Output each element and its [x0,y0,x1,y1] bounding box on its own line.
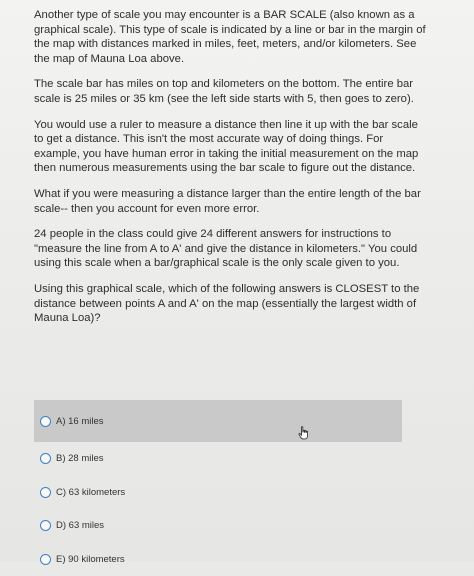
paragraph-class-answers: 24 people in the class could give 24 different answers for instructions to "measure the line from A to A' and give the distance in kilometers." You could using this scale when a bar/graphical scale is the only scale given to you. [34,228,418,270]
paragraph-ruler-method: You would use a ruler to measure a distance then line it up with the bar scale to get a distance. This isn't the most accurate way of doing things. For example, you have human error in taking the initial measurement on the map then numerous measurements using the bar scale to figure out the distance. [34,118,419,175]
option-a-label: A) 16 miles [56,415,104,427]
radio-button-e[interactable] [40,554,51,565]
option-d[interactable] [34,509,406,543]
option-e-label: E) 90 kilometers [56,554,125,566]
option-d-label: D) 63 miles [56,520,105,532]
radio-button-a[interactable] [40,416,51,427]
hand-pointer-icon [298,426,310,440]
option-e[interactable] [34,543,406,576]
paragraph-bar-scale-intro: Another type of scale you may encounter is a BAR SCALE (also known as a graphical scale). This type of scale is indicated by a line or bar in the margin of the map with distances marked in miles, feet, meters, and/or kilometers. See the map of Mauna Loa above. [34,9,426,65]
paragraph-scale-units: The scale bar has miles on top and kilometers on the bottom. The entire bar scale is 25 miles or 35 km (see the left side starts with 5, then goes to zero). [34,78,414,105]
option-c-label: C) 63 kilometers [56,486,126,498]
option-b-label: B) 28 miles [56,453,104,465]
radio-button-d[interactable] [40,520,51,531]
answer-options [34,400,406,576]
question-body [34,8,426,335]
option-c[interactable] [34,476,406,510]
question-prompt: Using this graphical scale, which of the following answers is CLOSEST to the distance between points A and A' on the map (essentially the largest width of Mauna Loa)? [34,282,420,325]
radio-button-b[interactable] [40,453,51,464]
paragraph-larger-distance: What if you were measuring a distance larger than the entire length of the bar scale-- then you account for even more error. [34,187,421,215]
radio-button-c[interactable] [40,487,51,498]
option-b[interactable] [34,442,406,476]
option-a[interactable] [34,400,402,442]
